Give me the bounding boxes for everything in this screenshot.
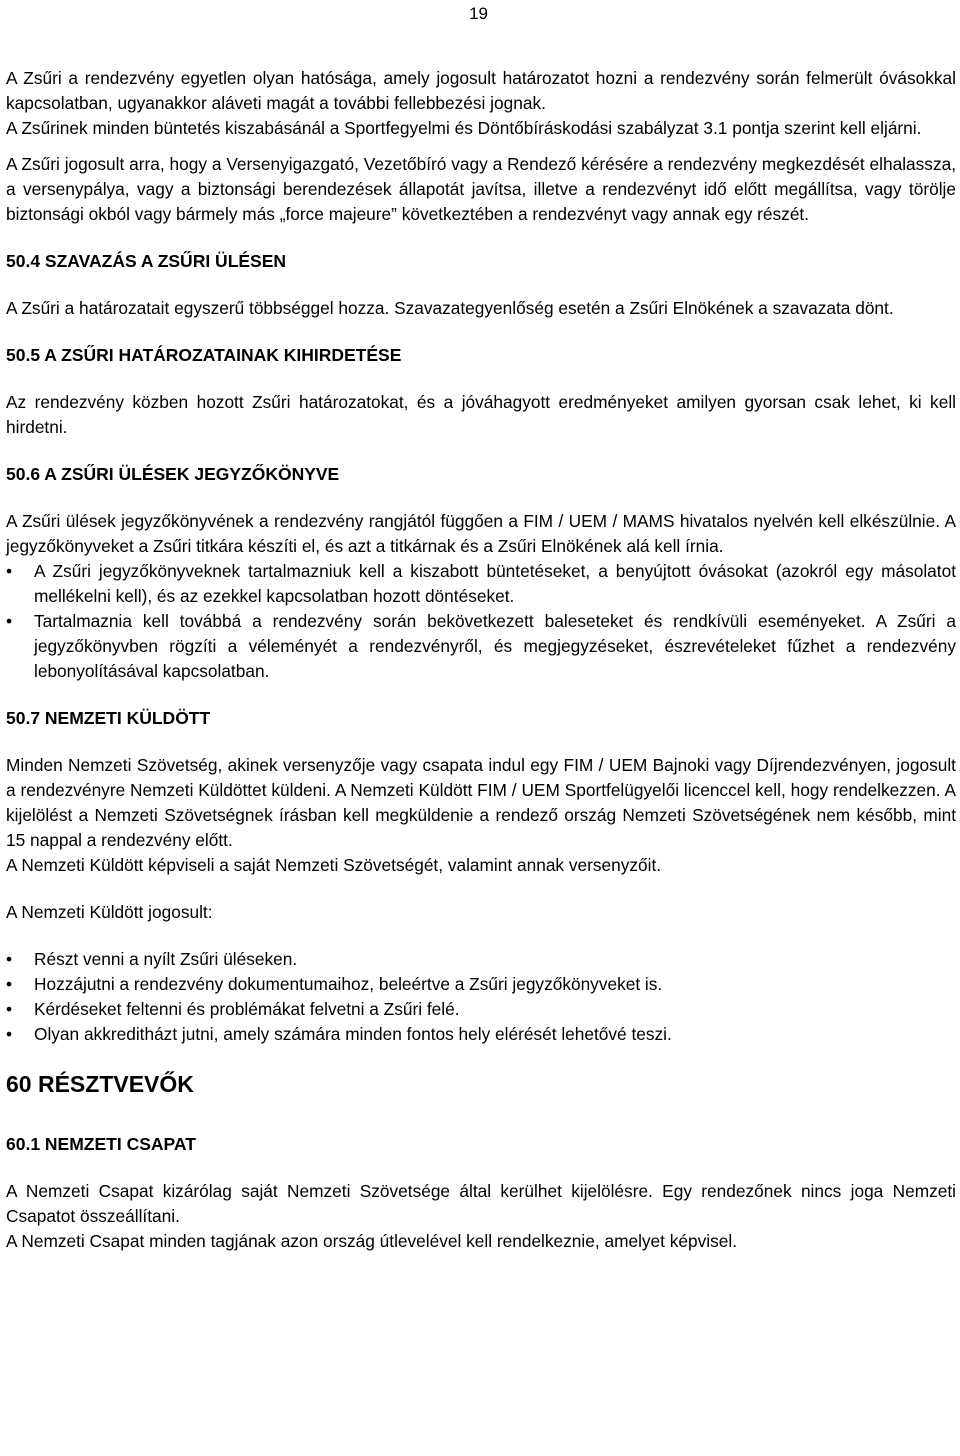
list-item-text: Részt venni a nyílt Zsűri üléseken. <box>34 949 298 969</box>
paragraph: A Zsűri ülések jegyzőkönyvének a rendezvény rangjától függően a FIM / UEM / MAMS hivatalos nyelvén kell elkészülnie. A jegyzőkönyveket a Zsűri titkára készíti el, és azt a titkárnak és a Zsűri Elnökének alá kell írnia. <box>6 511 956 556</box>
section-heading-50-4: 50.4 SZAVAZÁS A ZSŰRI ÜLÉSEN <box>6 251 287 271</box>
list-item-text: Olyan akkreditházt jutni, amely számára minden fontos hely elérését lehetővé teszi. <box>34 1024 672 1044</box>
list-item-text: A Zsűri jegyzőkönyveknek tartalmazniuk kell a kiszabott büntetéseket, a benyújtott óvásokat (azokról egy másolatot mellékelni kell), és az ezekkel kapcsolatban hozott döntéseket. <box>34 561 956 606</box>
bullet-icon: • <box>6 999 13 1019</box>
chapter-heading-60: 60 RÉSZTVEVŐK <box>6 1071 194 1097</box>
paragraph: A Zsűri jogosult arra, hogy a Versenyigazgató, Vezetőbíró vagy a Rendező kérésére a rendezvény megkezdését elhalassza, a versenypálya, vagy a biztonsági berendezések állapotát javítsa, illetve a rendezvényt idő előtt megállítsa, vagy törölje biztonsági okból vagy bármely más „force majeure” következtében a rendezvényt vagy annak egy részét. <box>6 154 956 224</box>
section-heading-50-5: 50.5 A ZSŰRI HATÁROZATAINAK KIHIRDETÉSE <box>6 345 402 365</box>
bullet-icon: • <box>6 974 13 994</box>
paragraph: A Zsűri a rendezvény egyetlen olyan hatósága, amely jogosult határozatot hozni a rendezvény során felmerült óvásokkal kapcsolatban, ugyanakkor aláveti magát a további fellebbezési jognak. <box>6 68 956 113</box>
section-heading-60-1: 60.1 NEMZETI CSAPAT <box>6 1134 196 1154</box>
paragraph: A Nemzeti Küldött jogosult: <box>6 902 213 922</box>
paragraph: Az rendezvény közben hozott Zsűri határozatokat, és a jóváhagyott eredményeket amilyen gyorsan csak lehet, ki kell hirdetni. <box>6 392 956 437</box>
list-item <box>6 972 956 997</box>
paragraph: A Nemzeti Csapat minden tagjának azon ország útlevelével kell rendelkeznie, amelyet képvisel. <box>6 1231 738 1251</box>
list-item <box>6 997 956 1022</box>
list-item <box>6 1022 956 1047</box>
list-item-text: Kérdéseket feltenni és problémákat felvetni a Zsűri felé. <box>34 999 460 1019</box>
paragraph: Minden Nemzeti Szövetség, akinek versenyzője vagy csapata indul egy FIM / UEM Bajnoki vagy Díjrendezvényen, jogosult a rendezvényre Nemzeti Küldöttet küldeni. A Nemzeti Küldött FIM / UEM Sportfelügyelői licenccel kell, hogy rendelkezzen. A kijelölést a Nemzeti Szövetségnek írásban kell megküldenie a rendező ország Nemzeti Szövetségének nem később, mint 15 nappal a rendezvény előtt. <box>6 755 956 850</box>
paragraph: A Zsűri a határozatait egyszerű többséggel hozza. Szavazategyenlőség esetén a Zsűri Elnökének a szavazata dönt. <box>6 298 894 318</box>
bullet-icon: • <box>6 561 13 581</box>
bullet-icon: • <box>6 949 13 969</box>
bullet-icon: • <box>6 611 13 631</box>
bullet-list-50-7 <box>6 947 956 1047</box>
bullet-icon: • <box>6 1024 13 1044</box>
paragraph: A Zsűrinek minden büntetés kiszabásánál a Sportfegyelmi és Döntőbíráskodási szabályzat 3.1 pontja szerint kell eljárni. <box>6 118 922 138</box>
list-item-text: Tartalmaznia kell továbbá a rendezvény során bekövetkezett baleseteket és rendkívüli eseményeket. A Zsűri a jegyzőkönyvben rögzíti a véleményét a rendezvényről, és megjegyzéseket, észrevételeket fűzhet a rendezvény lebonyolításával kapcsolatban. <box>34 611 956 681</box>
list-item <box>6 559 956 609</box>
page-number: 19 <box>469 4 488 23</box>
section-heading-50-6: 50.6 A ZSŰRI ÜLÉSEK JEGYZŐKÖNYVE <box>6 464 340 484</box>
list-item <box>6 609 956 684</box>
bullet-list-50-6 <box>6 559 956 684</box>
list-item-text: Hozzájutni a rendezvény dokumentumaihoz, beleértve a Zsűri jegyzőkönyveket is. <box>34 974 663 994</box>
paragraph: A Nemzeti Csapat kizárólag saját Nemzeti Szövetsége által kerülhet kijelölésre. Egy rendezőnek nincs joga Nemzeti Csapatot összeállítani. <box>6 1181 956 1226</box>
section-heading-50-7: 50.7 NEMZETI KÜLDÖTT <box>6 708 211 728</box>
list-item <box>6 947 956 972</box>
paragraph: A Nemzeti Küldött képviseli a saját Nemzeti Szövetségét, valamint annak versenyzőit. <box>6 855 662 875</box>
document-body <box>6 66 956 1254</box>
